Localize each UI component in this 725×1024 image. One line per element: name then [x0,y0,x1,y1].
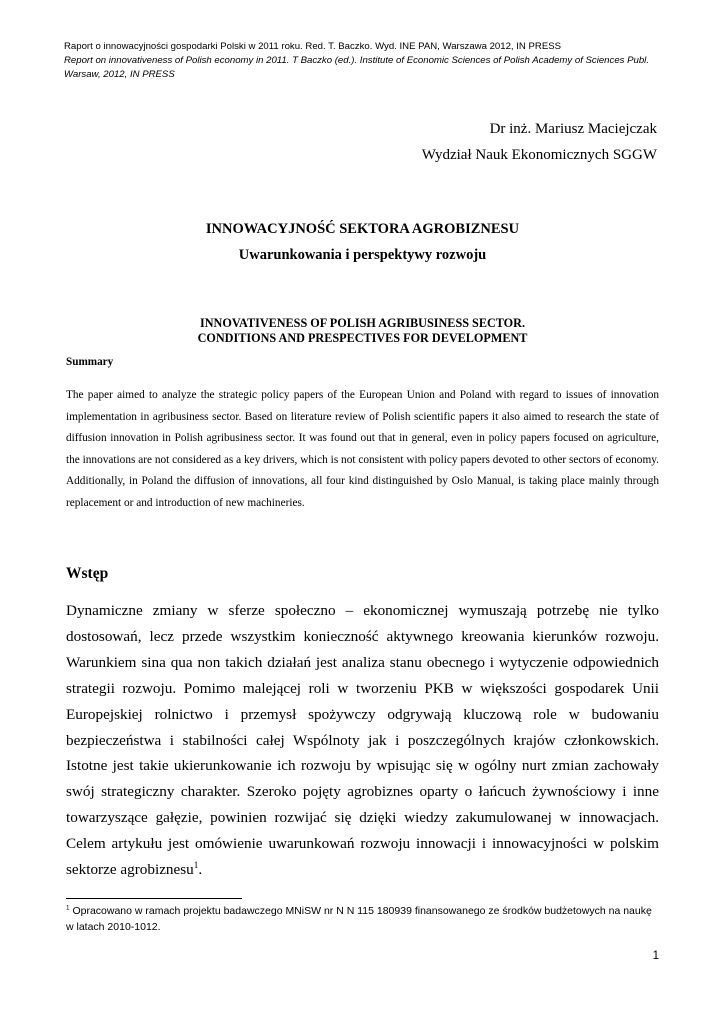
summary-paragraph: The paper aimed to analyze the strategic policy papers of the European Union and Poland with regard to issues of innovation implementation in agribusiness sector. Based on literature review of Polish scientific papers it also aimed to research the state of diffusion innovation in Polish agribusiness sector. It was found out that in general, even in policy papers focused on agriculture, the innovations are not considered as a key drivers, which is not consistent with policy papers devoted to other sectors of economy. Additionally, in Poland the diffusion of innovations, all four kind distinguished by Oslo Manual, is taking place mainly through replacement or and introduction of new machineries. [66,389,659,509]
header-citation-en: Report on innovativeness of Polish economy in 2011. T Baczko (ed.). Institute of Economic Sciences of Polish Academy of Sciences Publ. Warsaw, 2012, IN PRESS [64,55,649,80]
author-affiliation: Wydział Nauk Ekonomicznych SGGW [421,147,657,163]
footnote-divider [66,898,242,899]
header-citation-pl: Raport o innowacyjności gospodarki Polski w 2011 roku. Red. T. Baczko. Wyd. INE PAN, Warszawa 2012, IN PRESS [64,41,562,52]
footnote-reference[interactable]: 1 [193,860,199,870]
intro-text: Dynamiczne zmiany w sferze społeczno – ekonomicznej wymuszają potrzebę nie tylko dostosowań, lecz przede wszystkim konieczność aktywnego kreowania kierunków rozwoju. Warunkiem sina qua non takich działań jest analiza stanu obecnego i wytyczenie odpowiednich strategii rozwoju. Pomimo malejącej roli w tworzeniu PKB w większości gospodarek Unii Europejskiej rolnictwo i przemysł spożywczy odgrywają kluczową role w budowaniu bezpieczeństwa i stabilności całej Wspólnoty jak i poszczególnych krajów członkowskich. Istotne jest takie ukierunkowanie ich rozwoju by wpisując się w ogólny nurt zmian zachowały swój strategiczny charakter. Szeroko pojęty agrobiznes oparty o łańcuch żywnościowy i inne towarzyszące gałęzie, powinien rozwijać się dzięki wiedzy zakumulowanej w innowacjach. Celem artykułu jest omówienie uwarunkowań rozwoju innowacji i innowacyjności w polskim sektorze agrobiznesu [66,602,659,879]
title-en-line1: INNOVATIVENESS OF POLISH AGRIBUSINESS SECTOR. [200,316,525,330]
title-en-line2: CONDITIONS AND PRESPECTIVES FOR DEVELOPMENT [197,331,528,345]
title-english [0,316,725,346]
running-header [64,40,664,82]
footnote [66,904,661,935]
footnote-text: Opracowano w ramach projektu badawczego MNiSW nr N N 115 180939 finansowanego ze środków budżetowych na naukę w latach 2010-1012. [66,905,652,933]
author-name: Dr inż. Mariusz Maciejczak [489,121,657,137]
page-number: 1 [652,950,659,962]
intro-period: . [198,861,203,879]
title-polish [0,216,725,268]
intro-paragraph [66,598,659,883]
title-subtitle: Uwarunkowania i perspektywy rozwoju [238,247,487,263]
author-block [422,116,657,168]
footnote-number: 1 [66,904,70,912]
summary-heading: Summary [66,356,114,368]
intro-heading: Wstęp [66,565,109,582]
title-main: INNOWACYJNOŚĆ SEKTORA AGROBIZNESU [205,221,520,237]
